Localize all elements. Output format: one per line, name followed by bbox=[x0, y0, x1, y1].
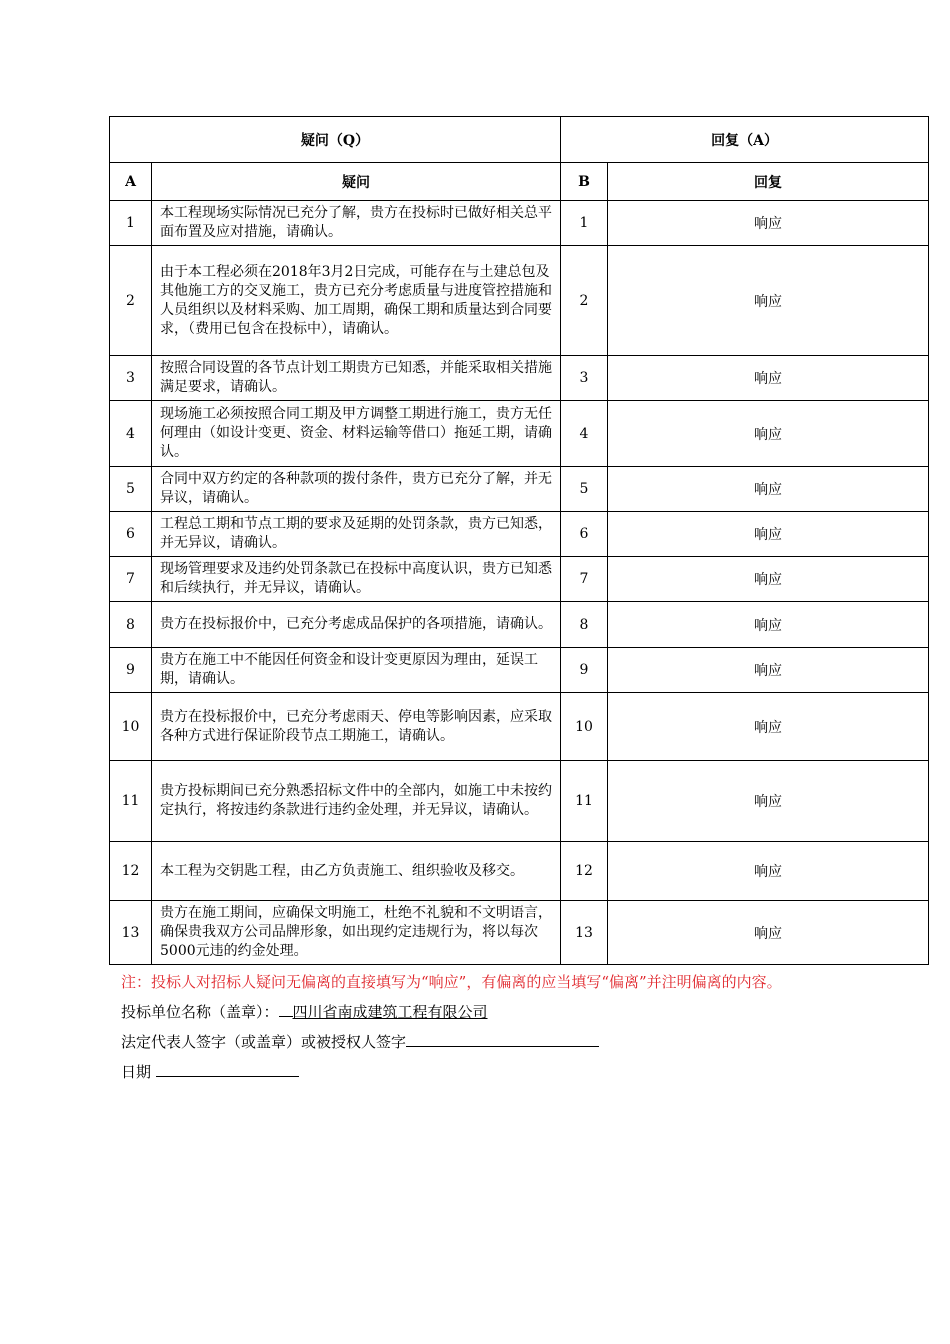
row-reply: 响应 bbox=[608, 693, 929, 761]
row-question: 由于本工程必须在2018年3月2日完成，可能存在与土建总包及其他施工方的交叉施工，贵方已充分考虑质量与进度管控措施和人员组织以及材料采购、加工周期，确保工期和质量达到合同要求，（费用已包含在投标中），请确认。 bbox=[152, 246, 561, 356]
representative-label: 法定代表人签字（或盖章）或被授权人签字 bbox=[121, 1033, 407, 1051]
col-reply-header: 回复 bbox=[608, 163, 929, 201]
row-reply: 响应 bbox=[608, 602, 929, 648]
qa-table bbox=[109, 116, 929, 965]
row-reply: 响应 bbox=[608, 246, 929, 356]
row-question: 合同中双方约定的各种款项的拨付条件，贵方已充分了解，并无异议，请确认。 bbox=[152, 467, 561, 512]
table-row bbox=[110, 467, 929, 512]
table-row bbox=[110, 602, 929, 648]
col-b-header: B bbox=[561, 163, 608, 201]
row-b-number: 9 bbox=[561, 648, 608, 693]
row-question: 贵方在投标报价中，已充分考虑成品保护的各项措施，请确认。 bbox=[152, 602, 561, 648]
bidder-company: 四川省南成建筑工程有限公司 bbox=[292, 1003, 488, 1021]
row-reply: 响应 bbox=[608, 761, 929, 842]
row-a-number: 9 bbox=[110, 648, 152, 693]
row-question: 贵方投标期间已充分熟悉招标文件中的全部内，如施工中未按约定执行，将按违约条款进行违约金处理，并无异议，请确认。 bbox=[152, 761, 561, 842]
table-row bbox=[110, 401, 929, 467]
deviation-note: 注：投标人对招标人疑问无偏离的直接填写为“响应”，有偏离的应当填写“偏离”并注明偏离的内容。 bbox=[121, 973, 782, 991]
row-question: 贵方在施工中不能因任何资金和设计变更原因为理由，延误工期，请确认。 bbox=[152, 648, 561, 693]
row-a-number: 7 bbox=[110, 557, 152, 602]
row-b-number: 10 bbox=[561, 693, 608, 761]
row-a-number: 4 bbox=[110, 401, 152, 467]
row-b-number: 13 bbox=[561, 901, 608, 965]
row-reply: 响应 bbox=[608, 557, 929, 602]
notes-section bbox=[121, 969, 841, 1085]
row-a-number: 8 bbox=[110, 602, 152, 648]
table-row bbox=[110, 842, 929, 901]
table-row bbox=[110, 557, 929, 602]
table-row bbox=[110, 693, 929, 761]
row-b-number: 5 bbox=[561, 467, 608, 512]
row-question: 贵方在施工期间，应确保文明施工，杜绝不礼貌和不文明语言，确保贵我双方公司品牌形象，如出现约定违规行为，将以每次5000元违的约金处理。 bbox=[152, 901, 561, 965]
bidder-line bbox=[121, 999, 841, 1025]
date-label: 日期 bbox=[121, 1063, 152, 1081]
row-a-number: 12 bbox=[110, 842, 152, 901]
table-row bbox=[110, 648, 929, 693]
row-reply: 响应 bbox=[608, 512, 929, 557]
row-a-number: 3 bbox=[110, 356, 152, 401]
row-b-number: 2 bbox=[561, 246, 608, 356]
row-a-number: 11 bbox=[110, 761, 152, 842]
representative-line bbox=[121, 1029, 841, 1055]
row-question: 现场管理要求及违约处罚条款已在投标中高度认识，贵方已知悉和后续执行，并无异议，请确认。 bbox=[152, 557, 561, 602]
row-question: 本工程现场实际情况已充分了解，贵方在投标时已做好相关总平面布置及应对措施，请确认。 bbox=[152, 201, 561, 246]
table-row bbox=[110, 761, 929, 842]
date-line bbox=[121, 1059, 841, 1085]
row-reply: 响应 bbox=[608, 356, 929, 401]
row-reply: 响应 bbox=[608, 467, 929, 512]
row-b-number: 1 bbox=[561, 201, 608, 246]
col-a-header: A bbox=[110, 163, 152, 201]
table-row bbox=[110, 901, 929, 965]
row-reply: 响应 bbox=[608, 201, 929, 246]
row-a-number: 2 bbox=[110, 246, 152, 356]
table-row bbox=[110, 512, 929, 557]
question-group-header: 疑问（Q） bbox=[110, 117, 561, 163]
reply-group-header: 回复（A） bbox=[561, 117, 929, 163]
row-a-number: 13 bbox=[110, 901, 152, 965]
row-question: 贵方在投标报价中，已充分考虑雨天、停电等影响因素，应采取各种方式进行保证阶段节点工期施工，请确认。 bbox=[152, 693, 561, 761]
row-b-number: 11 bbox=[561, 761, 608, 842]
row-b-number: 12 bbox=[561, 842, 608, 901]
row-b-number: 4 bbox=[561, 401, 608, 467]
row-a-number: 6 bbox=[110, 512, 152, 557]
row-b-number: 7 bbox=[561, 557, 608, 602]
table-row bbox=[110, 356, 929, 401]
row-reply: 响应 bbox=[608, 901, 929, 965]
table-row bbox=[110, 246, 929, 356]
representative-signature-field[interactable] bbox=[406, 1030, 599, 1047]
bidder-label: 投标单位名称（盖章）： bbox=[121, 1003, 279, 1021]
row-b-number: 6 bbox=[561, 512, 608, 557]
row-reply: 响应 bbox=[608, 401, 929, 467]
row-reply: 响应 bbox=[608, 842, 929, 901]
row-question: 本工程为交钥匙工程，由乙方负责施工、组织验收及移交。 bbox=[152, 842, 561, 901]
row-b-number: 8 bbox=[561, 602, 608, 648]
row-question: 现场施工必须按照合同工期及甲方调整工期进行施工，贵方无任何理由（如设计变更、资金、材料运输等借口）拖延工期，请确认。 bbox=[152, 401, 561, 467]
column-header-row bbox=[110, 163, 929, 201]
row-a-number: 10 bbox=[110, 693, 152, 761]
table-row bbox=[110, 201, 929, 246]
row-question: 按照合同设置的各节点计划工期贵方已知悉，并能采取相关措施满足要求，请确认。 bbox=[152, 356, 561, 401]
row-a-number: 1 bbox=[110, 201, 152, 246]
bidder-blank bbox=[279, 1000, 293, 1017]
col-question-header: 疑问 bbox=[152, 163, 561, 201]
row-reply: 响应 bbox=[608, 648, 929, 693]
row-a-number: 5 bbox=[110, 467, 152, 512]
date-field[interactable] bbox=[156, 1060, 299, 1077]
group-header-row bbox=[110, 117, 929, 163]
row-question: 工程总工期和节点工期的要求及延期的处罚条款，贵方已知悉，并无异议，请确认。 bbox=[152, 512, 561, 557]
row-b-number: 3 bbox=[561, 356, 608, 401]
